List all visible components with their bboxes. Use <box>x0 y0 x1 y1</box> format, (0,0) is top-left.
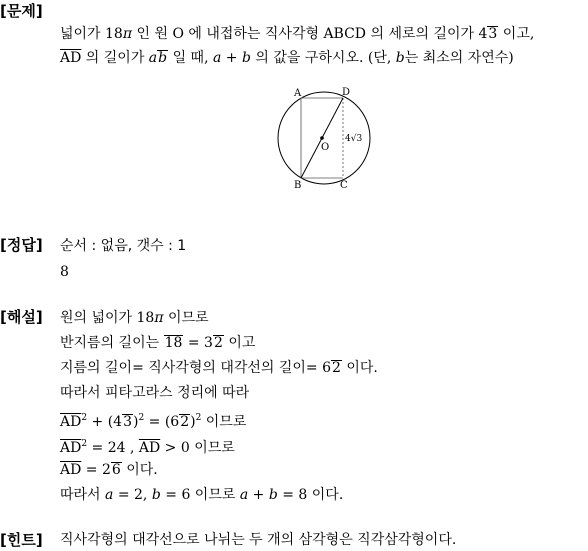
problem-line-1: 넓이가 18π 인 원 O 에 내접하는 직사각형 ABCD 의 세로의 길이가 43 이고, <box>60 26 535 42</box>
circle-rectangle-figure <box>268 82 380 194</box>
center-o-label: O <box>321 142 330 153</box>
solution-line-1: 원의 넓이가 18π 이므로 <box>60 310 209 326</box>
hint-text: 직사각형의 대각선으로 나뉘는 두 개의 삼각형은 직각삼각형이다. <box>60 532 457 548</box>
answer-line-1: 순서 : 없음, 갯수 : 1 <box>60 238 187 254</box>
solution-line-6: $\overline{AD}^2 = 24$ , $\overline{AD} > 0$ 이므로 <box>60 439 235 456</box>
solution-line-7: $\overline{AD} = 26$ 이다. <box>60 462 158 478</box>
problem-label: [문제] <box>0 2 43 20</box>
solution-line-2: 반지름의 길이는 18 = 32 이고 <box>60 335 256 351</box>
side-length-label: 4√3 <box>345 134 363 144</box>
solution-line-8: 따라서 a = 2, b = 6 이므로 a + b = 8 이다. <box>60 487 344 503</box>
problem-line-2: $\overline{AD}$ 의 길이가 ab 일 때, a + b 의 값을 구하시오. (단, b는 최소의 자연수) <box>60 50 514 66</box>
vertex-c-label: C <box>340 180 348 191</box>
solution-line-3: 지름의 길이= 직사각형의 대각선의 길이= 62 이다. <box>60 360 378 376</box>
hint-label: [힌트] <box>0 531 43 549</box>
solution-label: [해설] <box>0 308 43 326</box>
vertex-a-label: A <box>294 88 302 99</box>
solution-line-5: $\overline{AD}^2 + (43)^2 = (62)^2$ 이므로 <box>60 413 247 430</box>
solution-line-4: 따라서 피타고라스 정리에 따라 <box>60 385 250 401</box>
vertex-d-label: D <box>342 87 351 98</box>
vertex-b-label: B <box>294 180 302 191</box>
answer-label: [정답] <box>0 236 43 254</box>
answer-value: 8 <box>60 264 69 280</box>
